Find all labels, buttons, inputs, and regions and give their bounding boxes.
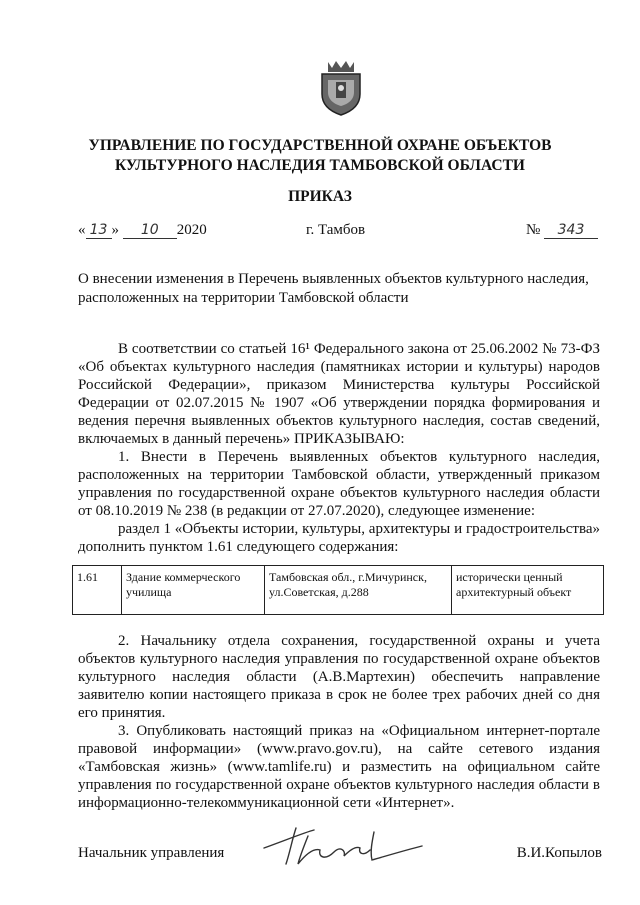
number-value: 343 <box>544 222 598 239</box>
item-1-paragraph: 1. Внести в Перечень выявленных объектов культурного наследия, расположенных на территории Тамбовской области, утвержденный приказом управления по государственной охране объектов культурного наследия области от 08.10.2019 № 238 (в редакции от 27.07.2020), следующее изменение: <box>78 449 600 519</box>
date-month: 10 <box>123 222 177 239</box>
subject-line-2: расположенных на территории Тамбовской области <box>78 290 409 306</box>
date-quote-open: « <box>78 222 86 238</box>
item-3-paragraph: 3. Опубликовать настоящий приказ на «Официальном интернет-портале правовой информации» (www.pravo.gov.ru), на сайте сетевого издания «Тамбовская жизнь» (www.tamlife.ru) и разместить на официальном сайте управления по государственной охране объектов культурного наследия области в информационно-телекоммуникационной сети «Интернет». <box>78 723 600 811</box>
table-row <box>73 566 604 615</box>
agency-name <box>60 136 580 176</box>
cell-type: исторически ценный архитектурный объект <box>452 566 604 615</box>
cell-address: Тамбовская обл., г.Мичуринск, ул.Советская, д.288 <box>265 566 452 615</box>
preamble-paragraph: В соответствии со статьей 16¹ Федерального закона от 25.06.2002 № 73-ФЗ «Об объектах культурного наследия (памятниках истории и культуры) народов Российской Федерации», приказом Министерства культуры Российской Федерации от 02.07.2015 № 1907 «Об утверждении порядка формирования и ведения перечня выявленных объектов культурного наследия, состав сведений, включаемых в данный перечень» ПРИКАЗЫВАЮ: <box>78 341 600 447</box>
date-quote-close: » <box>111 222 119 238</box>
body-section-1 <box>78 340 600 556</box>
body-section-2 <box>78 632 600 812</box>
objects-table <box>72 565 604 615</box>
doc-city: г. Тамбов <box>306 222 366 238</box>
item-1-sub-paragraph: раздел 1 «Объекты истории, культуры, архитектуры и градостроительства» дополнить пунктом 1.61 следующего содержания: <box>78 521 600 555</box>
subject-line-1: О внесении изменения в Перечень выявленных объектов культурного наследия, <box>78 271 589 287</box>
cell-name: Здание коммерческого училища <box>122 566 265 615</box>
number-prefix: № <box>525 222 541 238</box>
doc-number <box>526 222 598 239</box>
coat-of-arms-icon <box>318 58 364 116</box>
agency-line-1: УПРАВЛЕНИЕ ПО ГОСУДАРСТВЕННОЙ ОХРАНЕ ОБЪЕКТОВ <box>88 137 552 154</box>
doc-date <box>78 222 207 239</box>
item-2-paragraph: 2. Начальнику отдела сохранения, государственной охраны и учета объектов культурного наследия управления по государственной охране объектов культурного наследия области (А.В.Мартехин) обеспечить направление заявителю копии настоящего приказа в срок не более трех рабочих дней со дня его принятия. <box>78 633 600 721</box>
date-day: 13 <box>86 222 112 239</box>
cell-num: 1.61 <box>73 566 122 615</box>
doc-subject <box>78 270 608 308</box>
agency-line-2: КУЛЬТУРНОГО НАСЛЕДИЯ ТАМБОВСКОЙ ОБЛАСТИ <box>115 157 525 174</box>
handwritten-signature <box>256 820 426 870</box>
date-year: 2020 <box>176 222 207 238</box>
signatory-position: Начальник управления <box>78 845 225 861</box>
doc-type: ПРИКАЗ <box>288 188 352 205</box>
signatory-name: В.И.Копылов <box>516 845 602 861</box>
doc-meta-row <box>78 222 598 244</box>
